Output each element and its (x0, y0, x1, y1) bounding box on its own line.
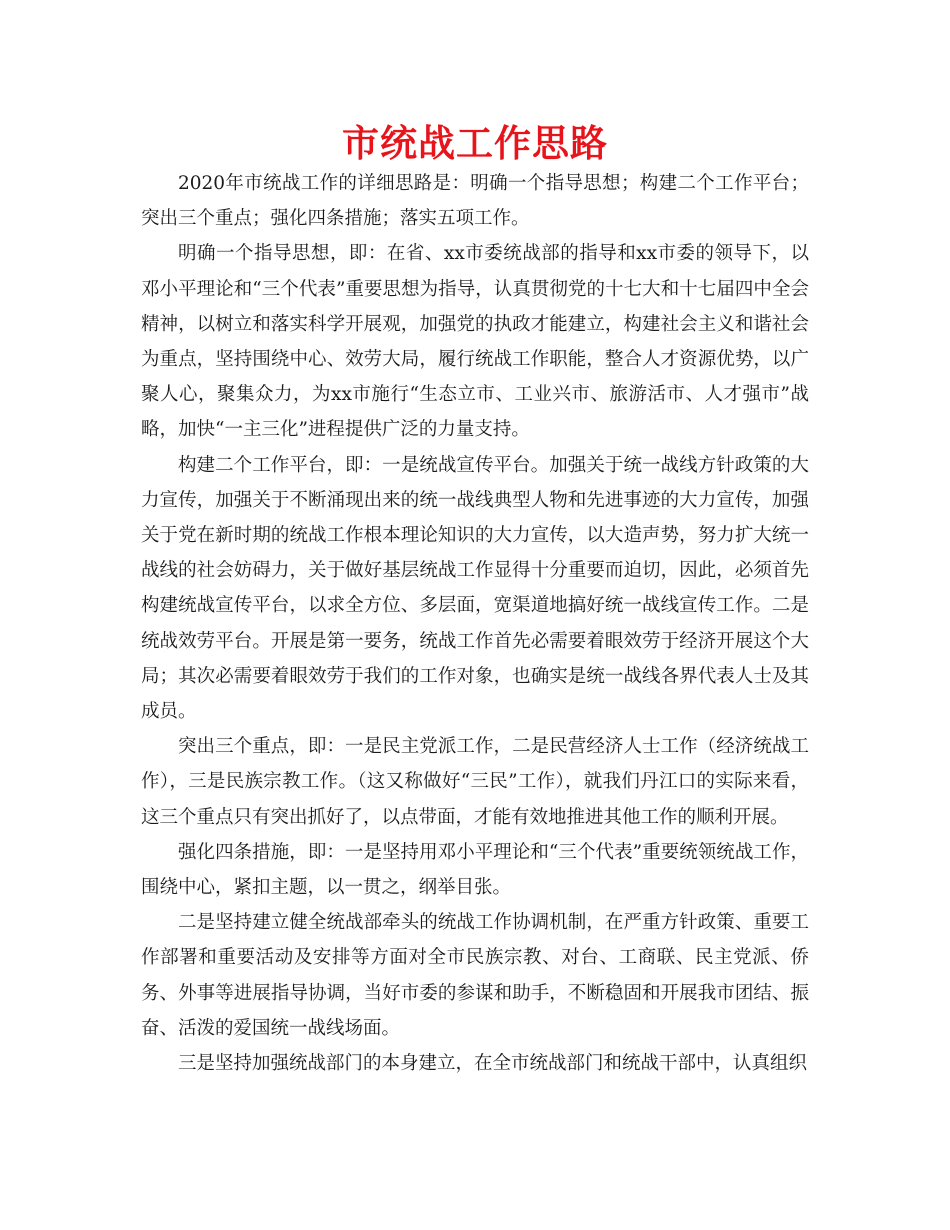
paragraph-self-building: 三是坚持加强统战部门的本身建立，在全市统战部门和统战干部中，认真组织 (178, 1053, 808, 1075)
paragraph-four-measures: 强化四条措施，即：一是坚持用邓小平理论和“三个代表”重要统领统战工作，围绕中心，紧扣主题，以一贯之，纲举目张。 (141, 841, 809, 899)
paragraph-guiding-thought: 明确一个指导思想，即：在省、xx市委统战部的指导和xx市委的领导下，以邓小平理论和“三个代表”重要思想为指导，认真贯彻党的十七大和十七届四中全会精神，以树立和落实科学开展观，加强党的执政才能建立，构建社会主义和谐社会为重点，坚持围绕中心、效劳大局，履行统战工作职能，整合人才资源优势，以广聚人心，聚集众力，为xx市施行“生态立市、工业兴市、旅游活市、人才强市”战略，加快“一主三化”进程提供广泛的力量支持。 (141, 243, 809, 441)
document-body (141, 166, 809, 1081)
paragraph-coordination-mechanism: 二是坚持建立健全统战部牵头的统战工作协调机制，在严重方针政策、重要工作部署和重要活动及安排等方面对全市民族宗教、对台、工商联、民主党派、侨务、外事等进展指导协调，当好市委的参谋和助手，不断稳固和开展我市团结、振奋、活泼的爱国统一战线场面。 (141, 912, 809, 1039)
paragraph-three-priorities: 突出三个重点，即：一是民主党派工作，二是民营经济人士工作（经济统战工作），三是民族宗教工作。（这又称做好“三民”工作），就我们丹江口的实际来看，这三个重点只有突出抓好了，以点带面，才能有效地推进其他工作的顺利开展。 (141, 736, 809, 828)
paragraph-summary: 2020年市统战工作的详细思路是：明确一个指导思想；构建二个工作平台；突出三个重点；强化四条措施；落实五项工作。 (141, 173, 809, 230)
document-title: 市统战工作思路 (342, 122, 608, 165)
paragraph-work-platforms: 构建二个工作平台，即：一是统战宣传平台。加强关于统一战线方针政策的大力宣传，加强关于不断涌现出来的统一战线典型人物和先进事迹的大力宣传，加强关于党在新时期的统战工作根本理论知识的大力宣传，以大造声势，努力扩大统一战线的社会妨碍力，关于做好基层统战工作显得十分重要而迫切，因此，必须首先构建统战宣传平台，以求全方位、多层面，宽渠道地搞好统一战线宣传工作。二是统战效劳平台。开展是第一要务，统战工作首先必需要着眼效劳于经济开展这个大局；其次必需要着眼效劳于我们的工作对象，也确实是统一战线各界代表人士及其成员。 (141, 454, 809, 723)
